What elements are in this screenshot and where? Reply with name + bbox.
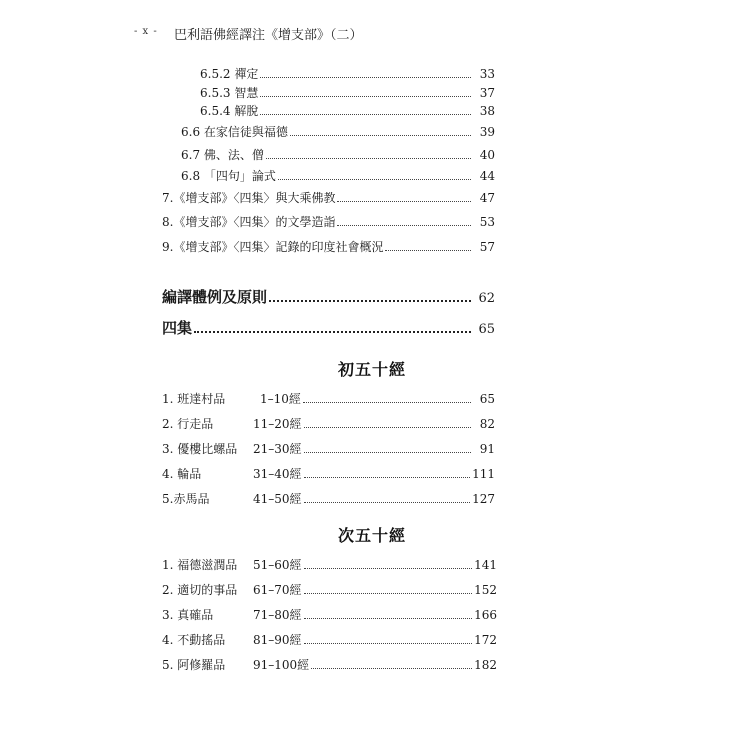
chapter-page: 111 <box>472 467 495 481</box>
section-title: 次五十經 <box>338 526 407 545</box>
toc-major-entry[interactable] <box>162 287 495 307</box>
toc-entry-label: 6.5.4 解脫 <box>200 104 259 118</box>
dot-leader <box>290 134 471 136</box>
toc-major-entry[interactable] <box>162 318 495 338</box>
toc-entry[interactable] <box>181 147 495 163</box>
dot-leader <box>337 224 471 226</box>
chapter-page: 82 <box>479 417 495 431</box>
chapter-label: 3. 真確品 <box>162 608 214 622</box>
dot-leader <box>260 95 471 97</box>
dot-leader <box>304 642 473 644</box>
toc-entry-page: 40 <box>479 148 495 162</box>
dot-leader <box>278 178 471 180</box>
chapter-range: 41–50經 <box>253 492 302 506</box>
toc-entry-page: 37 <box>479 86 495 100</box>
toc-entry-label: 8.《增支部》〈四集〉的文學造詣 <box>162 215 336 229</box>
chapter-entry[interactable] <box>162 657 497 673</box>
chapter-label: 1. 福德滋潤品 <box>162 558 238 572</box>
toc-entry-label: 6.5.3 智慧 <box>200 86 259 100</box>
chapter-range: 11–20經 <box>253 417 302 431</box>
dot-leader <box>304 451 471 453</box>
toc-entry-label: 6.8 「四句」論式 <box>181 169 276 183</box>
chapter-range: 21–30經 <box>253 442 302 456</box>
dot-leader <box>311 667 472 669</box>
dot-leader <box>304 476 471 478</box>
toc-entry-label: 7.《增支部》〈四集〉與大乘佛教 <box>162 191 336 205</box>
chapter-entry[interactable] <box>162 607 497 623</box>
dot-leader <box>304 501 471 503</box>
chapter-page: 152 <box>474 583 497 597</box>
chapter-entry[interactable] <box>162 557 497 573</box>
chapter-label: 3. 優樓比螺品 <box>162 442 238 456</box>
dot-leader <box>304 426 471 428</box>
chapter-range: 71–80經 <box>253 608 302 622</box>
chapter-range: 81–90經 <box>253 633 302 647</box>
dot-leader <box>385 249 471 251</box>
toc-entry-page: 33 <box>479 67 495 81</box>
chapter-range: 61–70經 <box>253 583 302 597</box>
toc-entry-label: 6.5.2 禪定 <box>200 67 259 81</box>
dot-leader <box>304 567 473 569</box>
toc-major-label: 編譯體例及原則 <box>162 288 268 306</box>
toc-entry[interactable] <box>200 66 495 82</box>
chapter-label: 1. 班達村品 <box>162 392 226 406</box>
toc-entry-page: 38 <box>479 104 495 118</box>
chapter-page: 166 <box>474 608 497 622</box>
chapter-label: 5.赤馬品 <box>162 492 210 506</box>
dot-leader <box>194 330 471 333</box>
running-header-title: 巴利語佛經譯注《增支部》（二） <box>174 28 363 43</box>
chapter-entry[interactable] <box>162 582 497 598</box>
toc-entry[interactable] <box>181 168 495 184</box>
toc-entry-label: 6.7 佛、法、僧 <box>181 148 264 162</box>
toc-entry-page: 44 <box>479 169 495 183</box>
toc-entry-page: 39 <box>479 125 495 139</box>
dot-leader <box>303 401 471 403</box>
dot-leader <box>304 592 473 594</box>
chapter-label: 5. 阿修羅品 <box>162 658 226 672</box>
chapter-page: 65 <box>479 392 495 406</box>
toc-entry[interactable] <box>200 103 495 119</box>
dot-leader <box>269 299 471 302</box>
chapter-entry[interactable] <box>162 441 495 457</box>
toc-major-page: 62 <box>478 291 495 306</box>
chapter-entry[interactable] <box>162 466 495 482</box>
page-marker: - x - <box>134 26 158 37</box>
dot-leader <box>260 76 471 78</box>
chapter-page: 182 <box>474 658 497 672</box>
chapter-page: 127 <box>472 492 495 506</box>
section-title: 初五十經 <box>338 360 407 379</box>
chapter-range: 31–40經 <box>253 467 302 481</box>
toc-entry-label: 9.《增支部》〈四集〉記錄的印度社會概況 <box>162 240 384 254</box>
toc-entry[interactable] <box>162 190 495 206</box>
toc-entry[interactable] <box>181 124 495 140</box>
toc-major-label: 四集 <box>162 319 193 337</box>
toc-entry[interactable] <box>162 214 495 230</box>
chapter-label: 2. 行走品 <box>162 417 214 431</box>
chapter-entry[interactable] <box>162 416 495 432</box>
chapter-label: 2. 適切的事品 <box>162 583 238 597</box>
toc-major-page: 65 <box>478 322 495 337</box>
dot-leader <box>266 157 471 159</box>
chapter-entry[interactable] <box>162 391 495 407</box>
chapter-page: 172 <box>474 633 497 647</box>
toc-entry-page: 47 <box>479 191 495 205</box>
chapter-label: 4. 不動搖品 <box>162 633 226 647</box>
dot-leader <box>260 113 471 115</box>
toc-entry[interactable] <box>162 239 495 255</box>
chapter-label: 4. 輪品 <box>162 467 202 481</box>
toc-entry-page: 57 <box>479 240 495 254</box>
chapter-range: 91–100經 <box>253 658 310 672</box>
dot-leader <box>337 200 471 202</box>
chapter-entry[interactable] <box>162 632 497 648</box>
chapter-entry[interactable] <box>162 491 495 507</box>
chapter-range: 1–10經 <box>260 392 301 406</box>
chapter-page: 91 <box>479 442 495 456</box>
toc-entry-label: 6.6 在家信徒與福德 <box>181 125 288 139</box>
toc-entry-page: 53 <box>479 215 495 229</box>
toc-entry[interactable] <box>200 85 495 101</box>
dot-leader <box>304 617 473 619</box>
chapter-page: 141 <box>474 558 497 572</box>
chapter-range: 51–60經 <box>253 558 302 572</box>
